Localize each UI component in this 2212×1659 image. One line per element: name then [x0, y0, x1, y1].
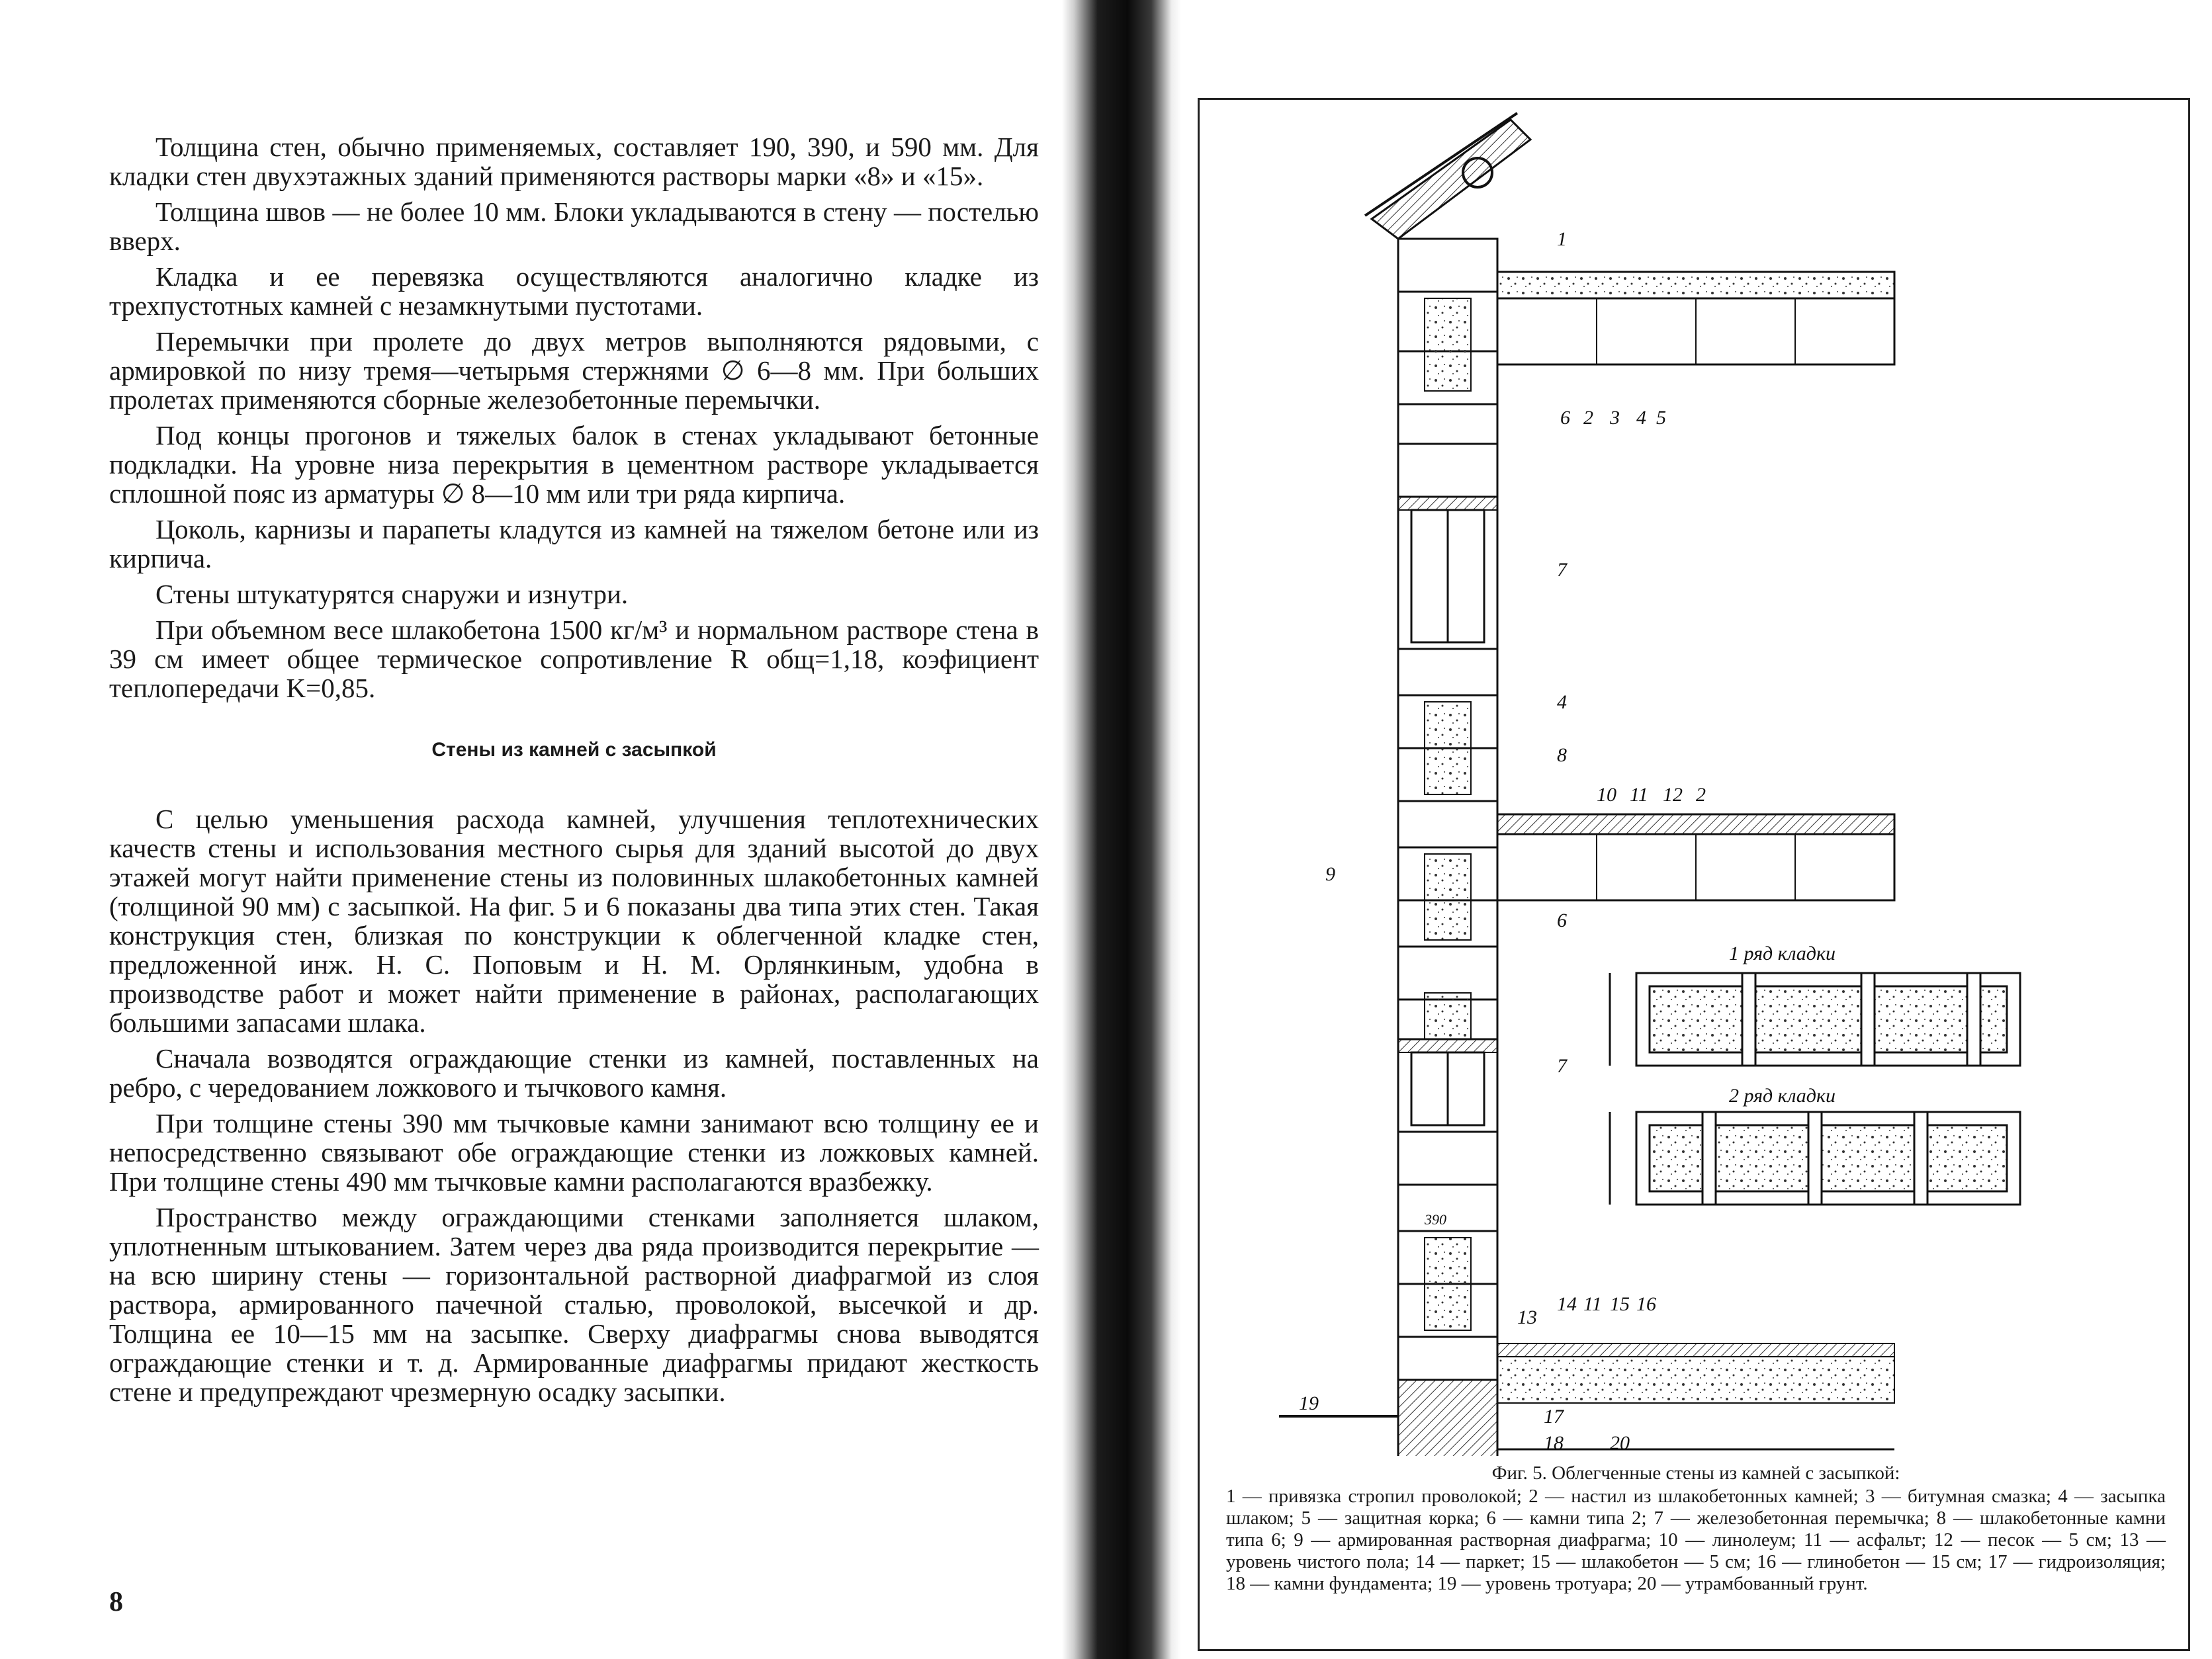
row2-label: 2 ряд кладки [1729, 1085, 1836, 1107]
label-13: 13 [1517, 1306, 1537, 1328]
paragraph: Пространство между ограждающими стенками заполняется шлаком, уплотненным штыкованием. Затем через два ряда производится перекрытие — на всю ширину стены — горизонтальной растворной диафрагмой из слоя раствора, армированного пачечной сталью, проволокой, высечкой и др. Толщина ее 10—15 мм на засыпке. Сверху диафрагмы снова выводятся ограждающие стенки и т. д. Армированные диафрагмы придают жесткость стене и предупреждают чрезмерную осадку засыпки. [109, 1202, 1039, 1407]
label-6: 6 [1560, 407, 1570, 429]
figure-caption [1226, 1463, 2166, 1595]
label-12: 12 [1663, 784, 1683, 806]
ground-floor [1279, 1343, 1894, 1449]
label-20: 20 [1610, 1432, 1630, 1454]
label-2: 2 [1583, 407, 1593, 429]
paragraph: С целью уменьшения расхода камней, улучшения теплотехнических качеств стены и использования местного сырья для зданий высотой до двух этажей могут найти применение стены из половинных шлакобетонных камней (толщиной 90 мм) с засыпкой. На фиг. 5 и 6 показаны два типа этих стен. Такая конструкция стен, близкая по конструкции к облегченной кладке стен, предложенной инж. Н. С. Поповым и Н. М. Орлянкиным, удобна в производстве работ и может найти применение в районах, располагающих большими запасами шлака. [109, 804, 1039, 1038]
page-number: 8 [109, 1587, 123, 1617]
paragraph: Толщина стен, обычно применяемых, составляет 190, 390, и 590 мм. Для кладки стен двухэтажных зданий применяются растворы марки «8» и «15». [109, 132, 1039, 191]
label-9: 9 [1325, 863, 1335, 885]
paragraph: Кладка и ее перевязка осуществляются аналогично кладке из трехпустотных камней с незамкнутыми пустотами. [109, 261, 1039, 321]
left-page [0, 0, 1065, 1659]
body-text [109, 132, 1039, 1413]
middle-floor-slab [1497, 814, 1894, 900]
label-8: 8 [1557, 744, 1567, 766]
label-3: 3 [1610, 407, 1620, 429]
wall-section-drawing [1200, 100, 2192, 1456]
figure-labels [1299, 228, 1836, 1454]
paragraph: Сначала возводятся ограждающие стенки из камней, поставленных на ребро, с чередованием ложкового и тычкового камня. [109, 1043, 1039, 1103]
label-11b: 11 [1583, 1293, 1602, 1315]
label-14: 14 [1557, 1293, 1577, 1315]
label-7: 7 [1557, 559, 1567, 581]
label-2b: 2 [1696, 784, 1706, 806]
paragraph: Цоколь, карнизы и парапеты кладутся из камней на тяжелом бетоне или из кирпича. [109, 514, 1039, 574]
label-11: 11 [1630, 784, 1648, 806]
caption-title: Фиг. 5. Облегченные стены из камней с засыпкой: [1491, 1463, 1900, 1484]
paragraph: При толщине стены 390 мм тычковые камни занимают всю толщину ее и непосредственно связывают обе ограждающие стенки из ложковых камней. При толщине стены 490 мм тычковые камни располагаются вразбежку. [109, 1108, 1039, 1197]
caption-legend: 1 — привязка стропил проволокой; 2 — настил из шлакобетонных камней; 3 — битумная смазка; 4 — засыпка шлаком; 5 — защитная корка; 6 — камни типа 2; 7 — железобетонная перемычка; 8 — шлакобетонные камни типа 6; 9 — армированная растворная диафрагма; 10 — линолеум; 11 — асфальт; 12 — песок — 5 см; 13 — уровень чистого пола; 14 — паркет; 15 — шлакобетон — 5 см; 16 — глинобетон — 15 см; 17 — гидроизоляция; 18 — камни фундамента; 19 — уровень тротуара; 20 — утрамбованный грунт. [1226, 1486, 2166, 1594]
paragraph: Под концы прогонов и тяжелых балок в стенах укладывают бетонные подкладки. На уровне низа перекрытия в цементном растворе укладывается сплошной пояс из арматуры ∅ 8—10 мм или три ряда кирпича. [109, 420, 1039, 509]
figure-frame [1198, 98, 2190, 1651]
paragraph: Стены штукатурятся снаружи и изнутри. [155, 579, 629, 609]
label-16: 16 [1636, 1293, 1656, 1315]
book-gutter [1062, 0, 1181, 1659]
paragraph: При объемном весе шлакобетона 1500 кг/м³ и нормальном растворе стена в 39 см имеет общее термическое сопротивление R общ=1,18, коэфициент теплопередачи K=0,85. [109, 615, 1039, 703]
paragraph: Перемычки при пролете до двух метров выполняются рядовыми, с армировкой по низу тремя—четырьмя стержнями ∅ 6—8 мм. При больших пролетах применяются сборные железобетонные перемычки. [109, 326, 1039, 415]
paragraph: Толщина швов — не более 10 мм. Блоки укладываются в стену — постелью вверх. [109, 196, 1039, 256]
label-6b: 6 [1557, 910, 1567, 931]
row1-label: 1 ряд кладки [1729, 943, 1836, 964]
label-1: 1 [1557, 228, 1567, 250]
label-15: 15 [1610, 1293, 1630, 1315]
dimension-390: 390 [1425, 1211, 1446, 1228]
label-19: 19 [1299, 1392, 1319, 1414]
label-10: 10 [1597, 784, 1616, 806]
label-5: 5 [1656, 407, 1666, 429]
label-18: 18 [1544, 1432, 1564, 1454]
section-heading: Стены из камней с засыпкой [431, 739, 717, 761]
label-17: 17 [1544, 1406, 1564, 1427]
right-page [1171, 0, 2212, 1659]
label-4: 4 [1636, 407, 1646, 429]
upper-floor-slab [1497, 272, 1894, 364]
label-7b: 7 [1557, 1055, 1567, 1077]
roof-section [1365, 113, 1530, 239]
label-4b: 4 [1557, 691, 1567, 713]
